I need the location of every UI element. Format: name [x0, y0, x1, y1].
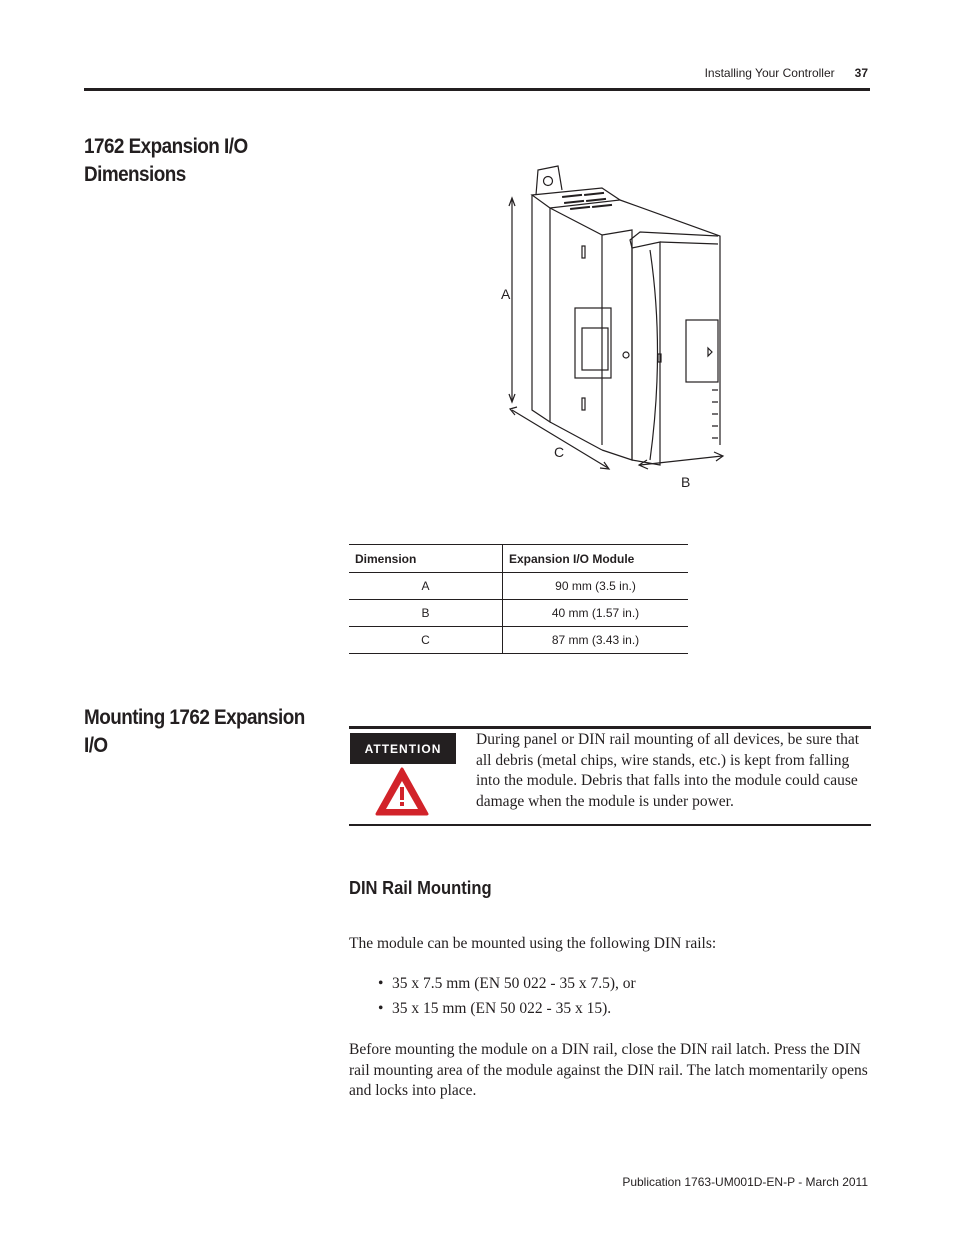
table-cell: C — [349, 627, 503, 654]
table-cell: B — [349, 600, 503, 627]
table-row — [349, 573, 688, 600]
dimensions-table — [349, 544, 688, 654]
table-row — [349, 600, 688, 627]
table-row — [349, 627, 688, 654]
attention-label: ATTENTION — [350, 733, 456, 764]
warning-triangle-icon — [374, 766, 430, 823]
list-item: • 35 x 15 mm (EN 50 022 - 35 x 15). — [378, 999, 868, 1020]
page-number: 37 — [854, 66, 868, 80]
table-cell: A — [349, 573, 503, 600]
table-cell: 87 mm (3.43 in.) — [503, 627, 689, 654]
dimension-label-c: C — [554, 444, 565, 460]
list-item: • 35 x 7.5 mm (EN 50 022 - 35 x 7.5), or — [378, 974, 868, 995]
table-header-row — [349, 545, 688, 573]
table-header-module: Expansion I/O Module — [503, 545, 689, 573]
module-dimension-figure — [490, 160, 750, 500]
attention-top-rule — [349, 726, 871, 729]
dimension-label-a: A — [501, 286, 511, 302]
publication-footer: Publication 1763-UM001D-EN-P - March 2011 — [622, 1175, 868, 1189]
table-cell: 40 mm (1.57 in.) — [503, 600, 689, 627]
running-header — [705, 66, 868, 80]
table-cell: 90 mm (3.5 in.) — [503, 573, 689, 600]
intro-paragraph: The module can be mounted using the following DIN rails: — [349, 935, 717, 952]
header-section-title: Installing Your Controller — [704, 66, 835, 80]
dimension-label-b: B — [681, 474, 691, 490]
header-rule — [84, 88, 870, 91]
attention-text: During panel or DIN rail mounting of all devices, be sure that all debris (metal chips, wire stands, etc.) is kept from falling into the module. Debris that falls into the module could cause damage when the module is under power. — [476, 731, 860, 810]
din-rail-list — [378, 974, 868, 1024]
section-title-dimensions: 1762 Expansion I/O Dimensions — [84, 135, 248, 186]
attention-bottom-rule — [349, 824, 871, 826]
mounting-paragraph: Before mounting the module on a DIN rail, close the DIN rail latch. Press the DIN rail mounting area of the module against the DIN rail. The latch momentarily opens and locks into place. — [349, 1041, 868, 1099]
module-drawing — [490, 160, 750, 500]
table-header-dimension: Dimension — [349, 545, 503, 573]
subheading-din-rail: DIN Rail Mounting — [349, 878, 492, 898]
section-title-mounting: Mounting 1762 Expansion I/O — [84, 706, 305, 757]
